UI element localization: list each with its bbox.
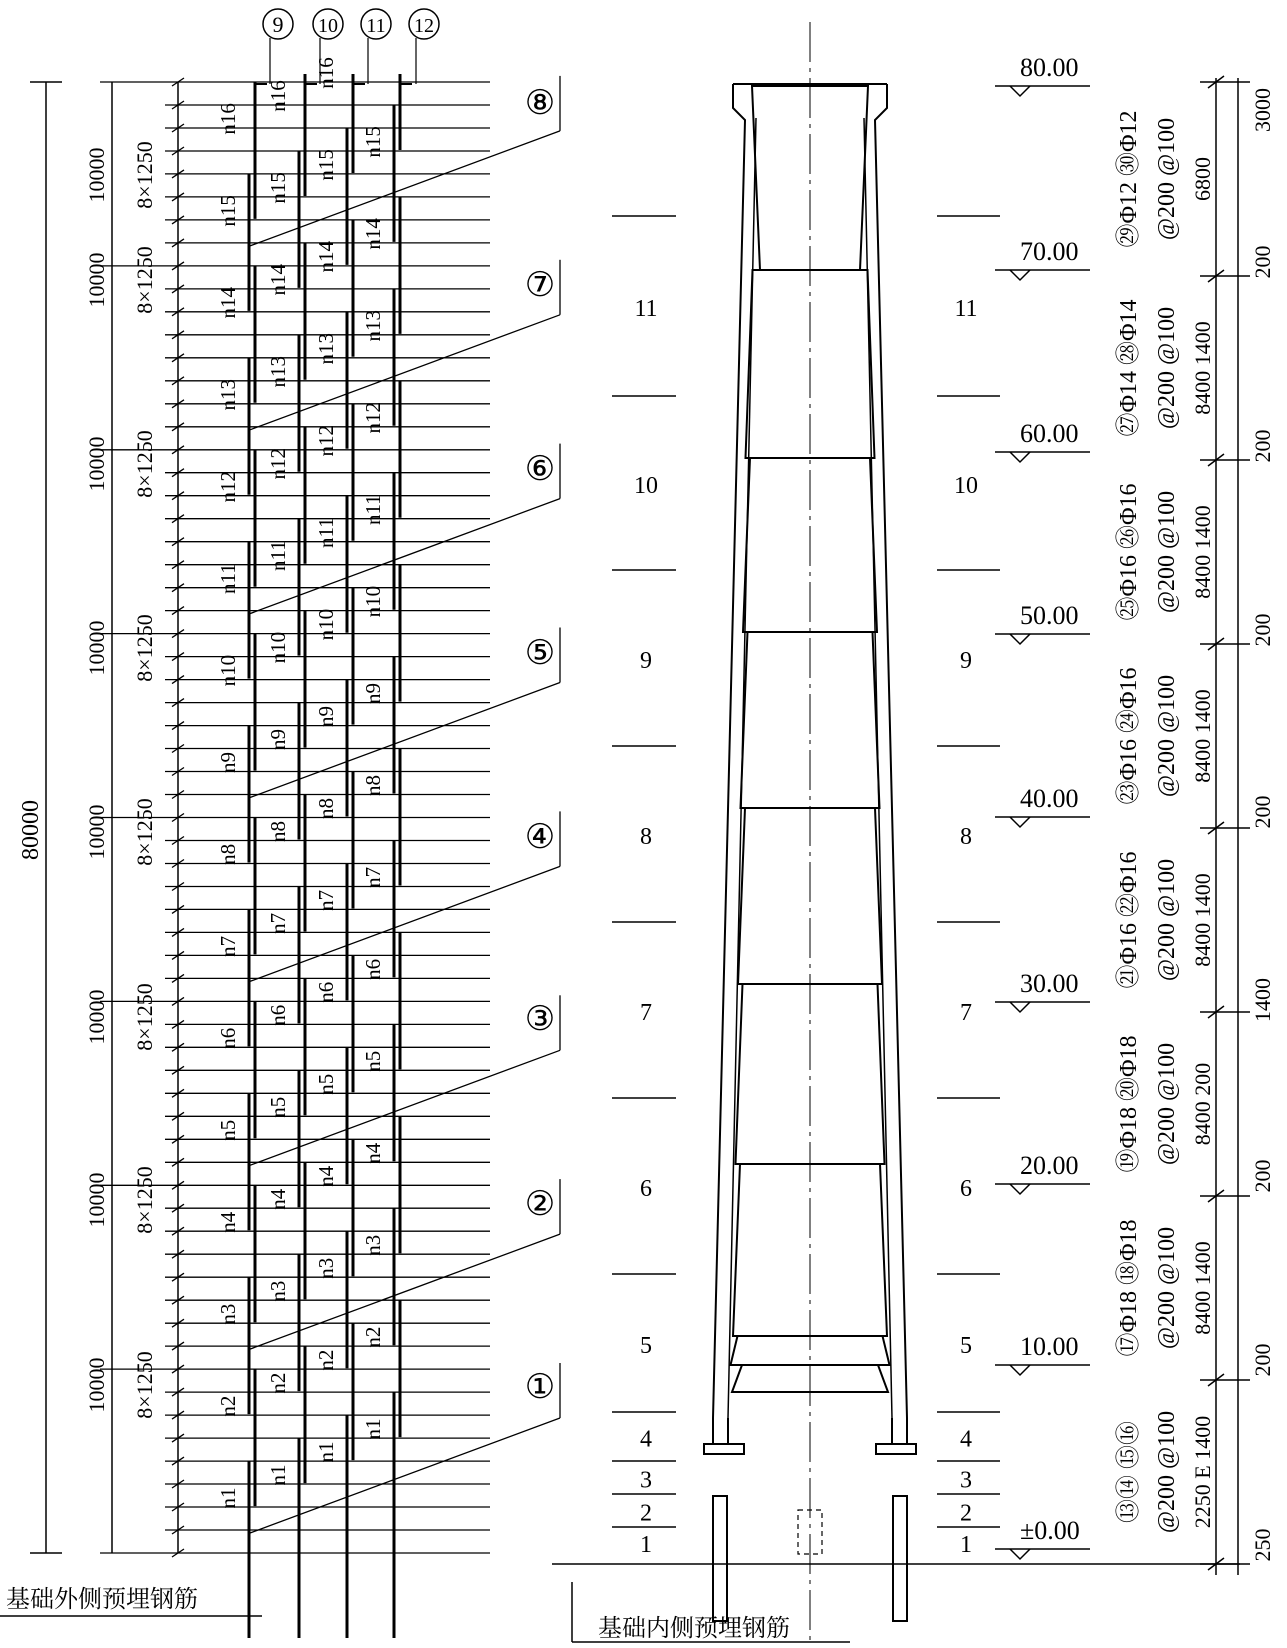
right-dim-text: 1400 [1250,978,1275,1022]
elevation-value: ±0.00 [1020,1516,1080,1545]
section-label: ② [524,1186,556,1223]
segment-spacing-label: 8×1250 [132,1166,157,1234]
section-label: ⑥ [524,451,556,488]
splice-label: n11 [216,563,240,594]
rebar-length-text: 8400 1400 [1190,505,1215,599]
rebar-spacing-text: @200 @100 [1154,858,1180,982]
rebar-spacing-text: @200 @100 [1154,1226,1180,1350]
elevation-mark-5 [995,601,1090,644]
rebar-elevation [30,38,560,1638]
splice-label: n13 [314,333,338,365]
splice-label: n14 [216,287,240,319]
elevation-mark-7 [995,237,1090,280]
lift-number-left: 8 [640,824,652,850]
splice-label: n7 [216,935,240,957]
right-dim-text: 3000 [1250,88,1275,132]
splice-label: n2 [216,1395,240,1417]
rebar-spacing-text: @200 @100 [1154,490,1180,614]
section-label: ⑦ [524,267,556,304]
section-labels [525,85,555,1406]
lift-number-right: 2 [960,1500,972,1527]
splice-label: n3 [361,1234,385,1256]
rebar-schedule [1115,76,1275,1575]
lift-2 [612,1494,1000,1527]
rebar-spacing-text: @200 @100 [1154,674,1180,798]
elevation-mark-4 [995,784,1090,827]
splice-label: n15 [361,126,385,158]
segment-labels [84,141,157,1418]
splice-label: n8 [314,798,338,819]
segment-spacing-label: 8×1250 [132,246,157,314]
rebar-spec-text: ⑰Φ18 ⑱Φ18 [1116,1219,1142,1357]
splice-label: n9 [266,729,290,750]
rebar-spec-text: ㉗Φ14 ㉘Φ14 [1116,299,1142,437]
splice-label: n3 [314,1257,338,1279]
lift-number-left: 9 [640,648,652,674]
splice-label: n13 [216,379,240,411]
rebar-spec-6 [1115,299,1215,436]
splice-label: n5 [216,1119,240,1141]
splice-label: n16 [266,80,290,112]
section-leader [250,1050,560,1165]
splice-label: n12 [361,401,385,434]
splice-label: n4 [314,1165,338,1187]
splice-label: n8 [266,821,290,842]
lift-5 [612,1274,1000,1359]
lift-number-left: 5 [640,1333,652,1359]
splice-label: n8 [361,775,385,796]
lift-3 [612,1461,1000,1494]
lift-number-left: 7 [640,1000,652,1026]
splice-label: n10 [361,585,385,618]
rebar-spec-text: ㉕Φ16 ㉖Φ16 [1116,483,1142,621]
splice-label: n8 [216,843,240,865]
splice-label: n6 [216,1027,240,1049]
splice-label: n5 [361,1050,385,1072]
lift-number-right: 4 [960,1426,972,1453]
splice-label: n2 [314,1349,338,1371]
segment-height-label: 10000 [84,252,109,308]
section-label: ① [524,1369,556,1406]
splice-label: n6 [314,981,338,1003]
elevation-mark-3 [995,969,1090,1012]
section-label: ⑤ [524,635,556,672]
elevation-marks [995,53,1090,1559]
lift-number-right: 3 [960,1467,972,1494]
section-leader [250,866,560,981]
bar-marker-12 [409,9,439,39]
lift-number-left: 11 [634,296,658,322]
segment-spacing-label: 8×1250 [132,614,157,682]
lift-1 [612,1527,1000,1558]
rebar-spec-2 [1115,1035,1215,1172]
rebar-length-text: 8400 1400 [1190,321,1215,415]
splice-label: n6 [361,958,385,980]
lift-number-left: 4 [640,1426,652,1453]
right-dim-text: 200 [1250,1343,1275,1377]
elevation-value: 10.00 [1020,1332,1079,1361]
elevation-value: 50.00 [1020,601,1079,630]
splice-label: n14 [361,218,385,250]
segment-spacing-label: 8×1250 [132,430,157,498]
lift-7 [612,922,1000,1026]
splice-label: n12 [314,424,338,457]
foundation-outer-caption [0,1585,262,1616]
rebar-length-text: 2250 E 1400 [1190,1415,1215,1529]
splice-label: n1 [216,1487,240,1509]
rebar-length-text: 8400 200 [1190,1062,1215,1146]
segment-height-label: 10000 [84,989,109,1045]
total-height-label: 80000 [18,800,44,860]
rebar-spec-text: ⑲Φ18 ⑳Φ18 [1116,1035,1142,1173]
lift-number-right: 1 [960,1532,972,1558]
lift-9 [612,570,1000,674]
foundation-inner-text: 基础内侧预埋钢筋 [598,1614,790,1642]
splice-level-n16 [216,57,338,134]
elevation-mark-6 [995,419,1090,462]
splice-label: n7 [314,889,338,911]
lift-8 [612,746,1000,850]
rebar-spec-3 [1115,851,1215,988]
lift-number-left: 6 [640,1176,652,1202]
splice-label: n14 [266,264,290,296]
lift-number-left: 10 [634,473,658,499]
lift-number-left: 3 [640,1467,652,1494]
lift-number-right: 5 [960,1333,972,1359]
splice-label: n13 [361,310,385,342]
foundation-outer-text: 基础外侧预埋钢筋 [6,1585,198,1613]
rebar-spec-text: ⑬⑭ ⑮⑯ [1116,1421,1142,1523]
bar-marker-10 [313,9,343,39]
section-label: ④ [524,819,556,856]
rebar-spacing-text: @200 @100 [1154,306,1180,430]
splice-label: n10 [314,608,338,641]
splice-label: n2 [266,1372,290,1394]
splice-label: n10 [266,631,290,664]
rebar-spec-4 [1115,667,1215,804]
splice-label: n16 [314,57,338,89]
elevation-mark-1 [995,1332,1090,1375]
lift-number-left: 2 [640,1500,652,1527]
splice-label: n11 [314,517,338,549]
svg-text:9: 9 [272,12,284,37]
section-leader [250,1234,560,1349]
splice-label: n7 [361,866,385,888]
splice-label: n13 [266,356,290,388]
lift-number-right: 11 [954,296,978,322]
lift-6 [612,1098,1000,1202]
rebar-spec-7 [1115,110,1215,247]
rebar-spec-0 [1115,1411,1215,1533]
elevation-mark-8 [995,53,1090,96]
rebar-spec-1 [1115,1219,1215,1356]
section-leader [250,499,560,614]
rebar-spacing-text: @200 @100 [1154,1042,1180,1166]
splice-label: n9 [216,752,240,773]
segment-height-label: 10000 [84,620,109,676]
foundation-inner-caption [572,1582,850,1642]
right-dim-text: 200 [1250,429,1275,463]
splice-label: n10 [216,654,240,687]
right-dim-text: 250 [1250,1528,1275,1562]
splice-label: n15 [216,195,240,227]
lift-number-right: 10 [954,473,978,499]
lift-10 [612,396,1000,499]
section-leader [250,1418,560,1533]
right-dim-text: 200 [1250,795,1275,829]
elevation-value: 40.00 [1020,784,1079,813]
svg-text:10: 10 [318,15,338,37]
splice-label: n7 [266,912,290,934]
splice-label: n12 [216,470,240,503]
rebar-length-text: 6800 [1190,157,1215,201]
rebar-spec-text: ㉑Φ16 ㉒Φ16 [1116,851,1142,989]
elevation-mark-0 [995,1516,1090,1559]
splice-label: n16 [216,103,240,135]
elevation-mark-2 [995,1151,1090,1194]
chimney-section [552,22,1240,1643]
lift-number-left: 1 [640,1532,652,1558]
rebar-spec-text: ㉓Φ16 ㉔Φ16 [1116,667,1142,805]
lift-4 [612,1412,1000,1453]
splice-label: n9 [314,706,338,727]
rebar-length-text: 8400 1400 [1190,873,1215,967]
splice-label: n14 [314,241,338,273]
elevation-value: 70.00 [1020,237,1079,266]
right-dim-text: 200 [1250,245,1275,279]
splice-label: n4 [266,1188,290,1210]
splice-label: n1 [361,1418,385,1440]
elevation-value: 80.00 [1020,53,1079,82]
splice-label: n15 [314,149,338,181]
segment-height-label: 10000 [84,804,109,860]
segment-height-label: 10000 [84,436,109,492]
bar-marker-9 [263,9,293,39]
lift-number-right: 9 [960,648,972,674]
section-label: ③ [524,1001,556,1038]
lift-number-right: 7 [960,1000,972,1026]
svg-text:12: 12 [414,15,434,37]
lift-number-right: 8 [960,824,972,850]
elevation-value: 60.00 [1020,419,1079,448]
splice-label: n15 [266,172,290,204]
rebar-spec-text: ㉙Φ12 ㉚Φ12 [1116,110,1142,248]
splice-label: n12 [266,447,290,480]
lift-labels [612,216,1000,1558]
splice-label: n1 [266,1464,290,1486]
right-dim-text: 200 [1250,1159,1275,1193]
splice-label: n1 [314,1441,338,1463]
segment-height-label: 10000 [84,147,109,203]
splice-label: n2 [361,1326,385,1348]
segment-spacing-label: 8×1250 [132,141,157,209]
splice-label: n5 [314,1073,338,1095]
splice-label: n4 [216,1211,240,1233]
section-leader [250,683,560,798]
rebar-spacing-text: @200 @100 [1154,1410,1180,1534]
section-leader [250,131,560,246]
splice-label: n11 [361,494,385,526]
bar-marker-11 [361,9,391,39]
segment-height-label: 10000 [84,1357,109,1413]
splice-label: n11 [266,540,290,571]
splice-label: n4 [361,1142,385,1164]
splice-label: n3 [266,1280,290,1302]
segment-spacing-label: 8×1250 [132,983,157,1051]
lift-number-right: 6 [960,1176,972,1202]
splice-label: n3 [216,1303,240,1325]
elevation-value: 20.00 [1020,1151,1079,1180]
segment-spacing-label: 8×1250 [132,1351,157,1419]
splice-label: n5 [266,1096,290,1118]
rebar-spec-5 [1115,483,1215,620]
section-leader [250,315,560,430]
rebar-length-text: 8400 1400 [1190,689,1215,783]
splice-label: n6 [266,1004,290,1026]
segment-spacing-label: 8×1250 [132,798,157,866]
elevation-value: 30.00 [1020,969,1079,998]
segment-height-label: 10000 [84,1172,109,1228]
svg-text:11: 11 [366,15,386,37]
right-dim-text: 200 [1250,613,1275,647]
section-label: ⑧ [524,85,556,122]
rebar-spacing-text: @200 @100 [1154,117,1180,241]
splice-label: n9 [361,683,385,704]
rebar-length-text: 8400 1400 [1190,1241,1215,1335]
